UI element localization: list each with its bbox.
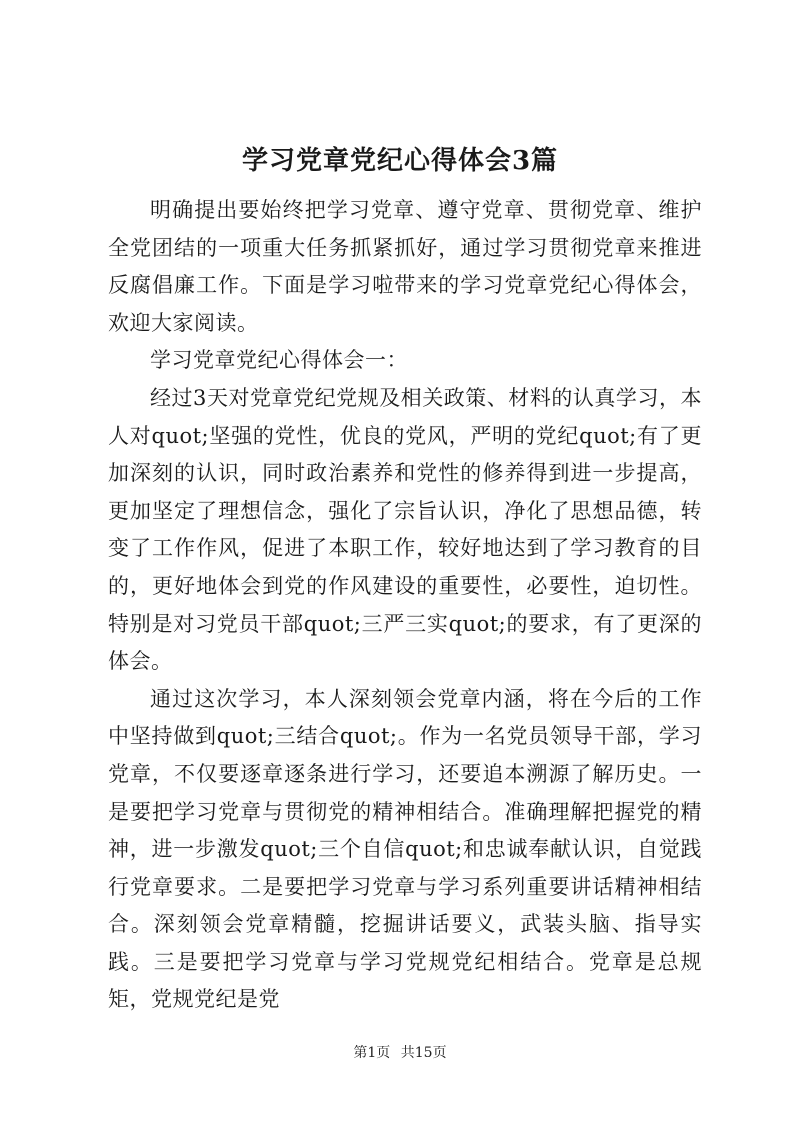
document-title: 学习党章党纪心得体会3篇	[241, 146, 559, 176]
document-body	[108, 192, 702, 1019]
intro-paragraph: 明确提出要始终把学习党章、遵守党章、贯彻党章、维护全党团结的一项重大任务抓紧抓好，通过学习贯彻党章来推进反腐倡廉工作。下面是学习啦带来的学习党章党纪心得体会，欢迎大家阅读。	[108, 198, 702, 335]
page-footer	[0, 1042, 800, 1062]
body-paragraph: 通过这次学习，本人深刻领会党章内涵，将在今后的工作中坚持做到quot;三结合quot;。作为一名党员领导干部，学习党章，不仅要逐章逐条进行学习，还要追本溯源了解历史。一是要把学习党章与贯彻党的精神相结合。准确理解把握党的精神，进一步激发quot;三个自信quot;和忠诚奉献认识，自觉践行党章要求。二是要把学习党章与学习系列重要讲话精神相结合。深刻领会党章精髓，挖掘讲话要义，武装头脑、指导实践。三是要把学习党章与学习党规党纪相结合。党章是总规矩，党规党纪是党	[108, 686, 702, 1012]
page-number: 第1页	[353, 1045, 391, 1061]
page-total: 共15页	[400, 1045, 447, 1061]
body-paragraph: 经过3天对党章党纪党规及相关政策、材料的认真学习，本人对quot;坚强的党性，优良的党风，严明的党纪quot;有了更加深刻的认识，同时政治素养和党性的修养得到进一步提高，更加坚定了理想信念，强化了宗旨认识，净化了思想品德，转变了工作作风，促进了本职工作，较好地达到了学习教育的目的，更好地体会到党的作风建设的重要性，必要性，迫切性。特别是对习党员干部quot;三严三实quot;的要求，有了更深的体会。	[108, 385, 702, 674]
section-heading: 学习党章党纪心得体会一：	[150, 348, 408, 373]
